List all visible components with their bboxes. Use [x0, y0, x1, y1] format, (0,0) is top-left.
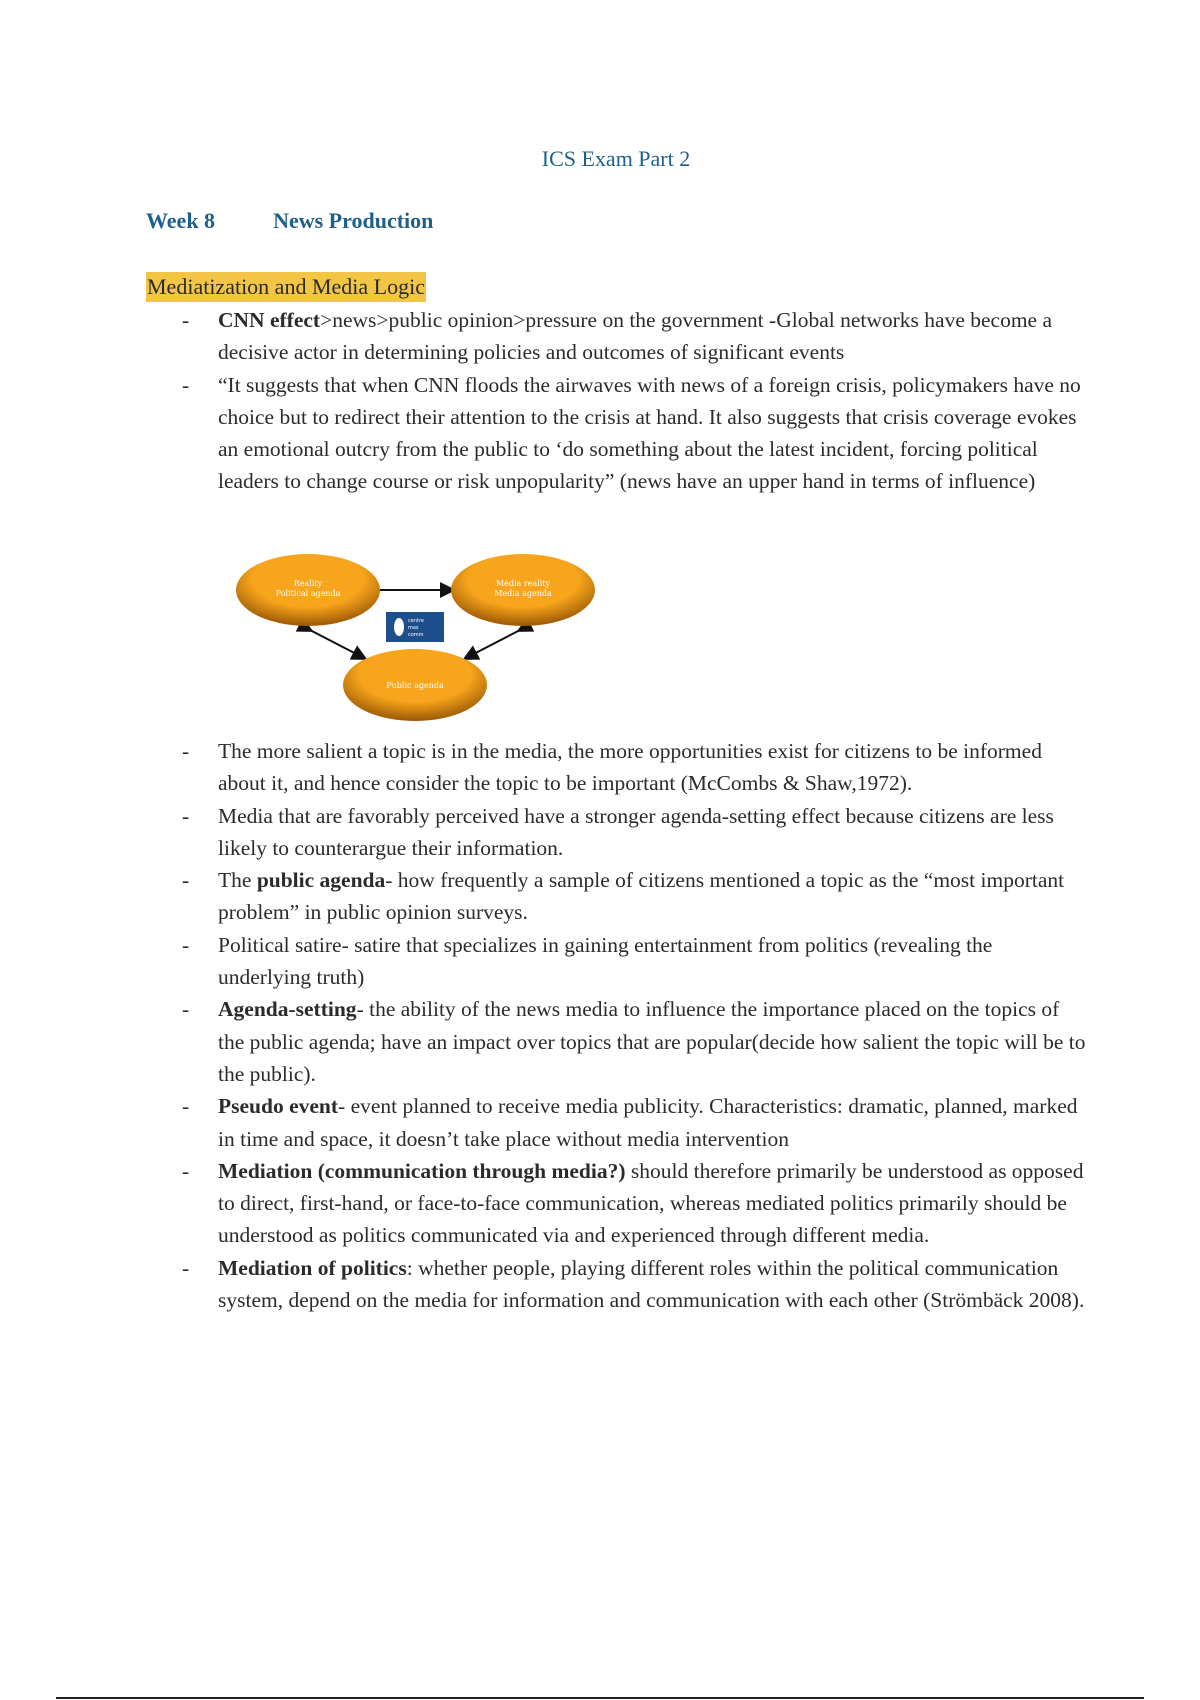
bullet-text: should therefore primarily be understood as opposed to direct, first-hand, or face-to-face communication, whereas mediated politics primarily should be understood as politics communicated via and experienced through different media. [218, 1158, 1084, 1248]
media-sublabel: Media agenda [494, 589, 552, 598]
bullet-prefix: The [218, 868, 257, 893]
week-header [146, 208, 433, 234]
bullet-text: “It suggests that when CNN floods the airwaves with news of a foreign crisis, policymakers have no choice but to redirect their attention to the crisis at hand. It also suggests that crisis coverage evokes an emotional outcry from the public to ‘do something about the latest incident, forcing political leaders to change course or risk unpopularity” (news have an upper hand in terms of influence) [218, 372, 1081, 494]
page-bottom-rule [56, 1697, 1144, 1699]
logo-text-line3: comm [408, 632, 424, 638]
agenda-diagram-svg [232, 550, 602, 730]
bullet-dash: - [182, 308, 190, 332]
list-item [146, 369, 1086, 498]
bullet-text: - event planned to receive media publicity. Characteristics: dramatic, planned, marked in time and space, it doesn’t take place without media intervention [218, 1094, 1078, 1151]
list-item [146, 993, 1086, 1090]
arrow-media-public [466, 630, 520, 658]
logo-text-line2: mas [408, 625, 419, 631]
bullet-term: Agenda-setting [218, 997, 357, 1022]
bullet-term: Mediation (communication through media?) [218, 1158, 626, 1183]
agenda-diagram [232, 550, 602, 730]
list-item [146, 864, 1086, 929]
bullet-dash: - [182, 1158, 190, 1183]
list-item [146, 1090, 1086, 1155]
list-item [146, 735, 1086, 800]
bullet-dash: - [182, 372, 190, 397]
bullet-dash: - [182, 932, 190, 957]
list-item [146, 1252, 1086, 1317]
page-title: ICS Exam Part 2 [541, 146, 691, 171]
bullet-dash: - [182, 739, 190, 763]
bullet-term: public agenda [256, 868, 386, 893]
arrow-reality-public [310, 630, 364, 658]
bullet-text: : whether people, playing different roles within the political communication system, depend on the media for information and communication with each other (Strömbäck 2008). [218, 1255, 1085, 1313]
bullet-list-bottom [146, 735, 1086, 1316]
bullet-dash: - [182, 1094, 190, 1119]
section-heading: Mediatization and Media Logic [146, 272, 426, 302]
bullet-text: Media that are favorably perceived have a stronger agenda-setting effect because citizens are less likely to counterargue their information. [218, 803, 1054, 860]
bullet-text: The more salient a topic is in the media, the more opportunities exist for citizens to be informed about it, and hence consider the topic to be important (McCombs & Shaw,1972). [218, 739, 1042, 796]
reality-label: Reality [293, 579, 323, 588]
list-item [146, 304, 1086, 369]
bullet-dash: - [182, 1255, 190, 1280]
media-label: Media reality [495, 579, 551, 588]
list-item [146, 1155, 1086, 1252]
bullet-text: - the ability of the news media to influence the importance placed on the topics of the public agenda; have an impact over topics that are popular(decide how salient the topic will be to the public). [218, 997, 1086, 1086]
bullet-text: >news>public opinion>pressure on the government -Global networks have become a decisive actor in determining policies and outcomes of significant events [218, 308, 1053, 365]
bullet-list-top [146, 304, 1086, 498]
bullet-term: CNN effect [218, 308, 321, 332]
bullet-dash: - [182, 868, 190, 893]
list-item [146, 800, 1086, 865]
bullet-text: - how frequently a sample of citizens mentioned a topic as the “most important problem” in public opinion surveys. [218, 868, 1065, 925]
logo-text-line1: centre [408, 618, 424, 624]
bullet-dash: - [182, 803, 190, 828]
bullet-dash: - [182, 997, 190, 1022]
logo-mark-icon [394, 618, 404, 636]
bullet-term: Mediation of politics [218, 1255, 407, 1280]
list-item [146, 929, 1086, 994]
bullet-term: Pseudo event [218, 1094, 339, 1119]
week-label: Week 8 [146, 208, 216, 233]
bullet-text: Political satire- satire that specializes in gaining entertainment from politics (revealing the underlying truth) [218, 932, 993, 990]
week-topic: News Production [273, 208, 434, 233]
reality-sublabel: Political agenda [275, 589, 341, 598]
public-label: Public agenda [386, 681, 444, 690]
